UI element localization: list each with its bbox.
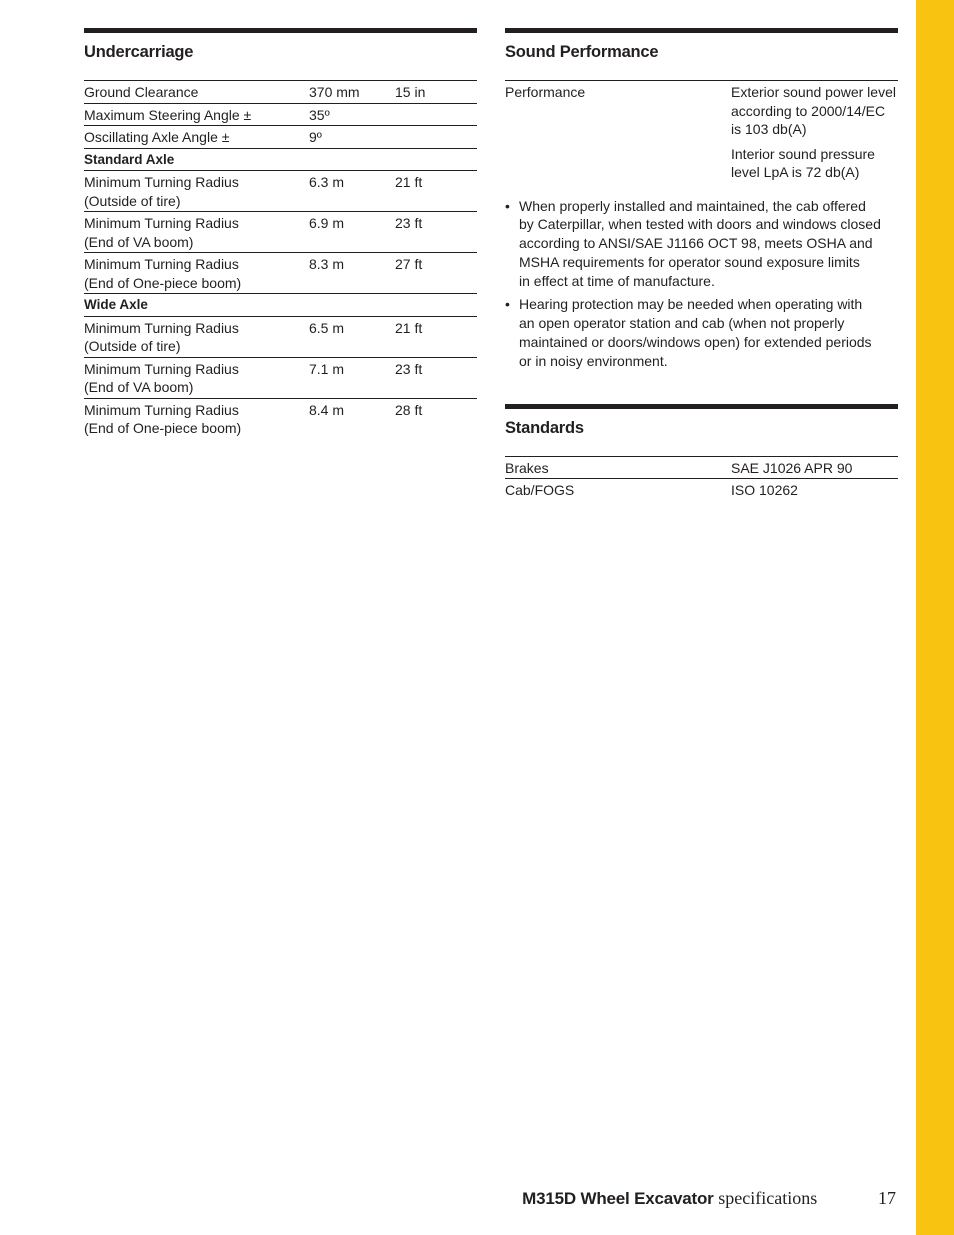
row-imperial: 28 ft [395, 401, 423, 418]
text-line: Hearing protection may be needed when operating with [519, 296, 863, 313]
text-line: according to 2000/14/EC [731, 102, 886, 119]
list-item [505, 197, 898, 291]
row-label-line: Minimum Turning Radius [84, 256, 239, 272]
page-number: 17 [878, 1188, 896, 1208]
section-rule [505, 404, 898, 409]
row-metric: 370 mm [309, 84, 360, 100]
row-imperial: 27 ft [395, 256, 423, 272]
standard-axle-heading: Standard Axle [84, 151, 175, 167]
section-rule [84, 28, 477, 33]
text-line: When properly installed and maintained, the cab offered [519, 197, 866, 214]
row-label-line: Minimum Turning Radius [84, 360, 239, 377]
row-label-line: Minimum Turning Radius [84, 401, 239, 418]
bullet-icon: • [505, 296, 510, 313]
row-imperial: 23 ft [395, 360, 423, 377]
row-imperial [395, 128, 477, 147]
table-row [505, 457, 898, 480]
text-line: an open operator station and cab (when not properly [519, 315, 845, 332]
bullet-icon: • [505, 197, 510, 214]
row-label [84, 360, 309, 397]
section-title: Sound Performance [505, 43, 659, 61]
row-label: Maximum Steering Angle ± [84, 106, 252, 123]
interior-sound-text [731, 145, 898, 182]
table-row [84, 212, 477, 253]
row-label-line: (End of VA boom) [84, 233, 194, 250]
performance-row [505, 80, 898, 188]
row-label: Brakes [505, 459, 549, 476]
row-label-line: (End of One-piece boom) [84, 420, 242, 436]
row-label-line: (End of One-piece boom) [84, 274, 242, 291]
row-label-line: (Outside of tire) [84, 192, 181, 209]
row-metric: 6.9 m [309, 215, 345, 231]
table-row [84, 104, 477, 127]
row-label-line: Minimum Turning Radius [84, 174, 239, 190]
row-metric: 6.5 m [309, 319, 345, 336]
subsection-heading [84, 294, 477, 317]
table-row [505, 479, 898, 501]
table-row [84, 399, 477, 439]
performance-values [731, 83, 898, 188]
section-title: Standards [505, 418, 584, 437]
standards-section [505, 404, 898, 501]
table-row [84, 171, 477, 212]
text-line: is 103 db(A) [731, 121, 807, 137]
text-line: according to ANSI/SAE J1166 OCT 98, meets OSHA and [519, 235, 873, 252]
row-label: Cab/FOGS [505, 482, 575, 499]
row-label: Oscillating Axle Angle ± [84, 129, 230, 145]
row-label [84, 401, 309, 438]
row-imperial: 15 in [395, 84, 426, 100]
subsection-heading [84, 149, 477, 172]
text-line: maintained or doors/windows open) for extended periods [519, 334, 872, 351]
row-label [84, 255, 309, 292]
row-label-line: Minimum Turning Radius [84, 215, 239, 231]
text-line: Exterior sound power level [731, 84, 896, 100]
text-line: in effect at time of manufacture. [519, 272, 715, 289]
sound-performance-section [505, 28, 898, 371]
row-label [84, 214, 309, 251]
text-line: or in noisy environment. [519, 352, 668, 369]
table-row [84, 81, 477, 104]
row-imperial: 23 ft [395, 215, 423, 231]
section-rule [505, 28, 898, 33]
table-row [84, 253, 477, 294]
row-label: Ground Clearance [84, 84, 199, 100]
text-line: MSHA requirements for operator sound exposure limits [519, 253, 860, 270]
footer-model-name: M315D Wheel Excavator [522, 1189, 714, 1208]
text-line: by Caterpillar, when tested with doors and windows closed [519, 216, 881, 233]
wide-axle-heading: Wide Axle [84, 297, 148, 312]
row-imperial: 21 ft [395, 174, 423, 190]
row-label [84, 173, 309, 210]
undercarriage-table [84, 80, 477, 439]
row-imperial [395, 106, 477, 125]
row-metric: 8.4 m [309, 401, 345, 418]
text-line: level LpA is 72 db(A) [731, 164, 860, 180]
text-line: Interior sound pressure [731, 145, 875, 162]
row-label-line: Minimum Turning Radius [84, 319, 239, 336]
performance-label: Performance [505, 84, 586, 100]
table-row [84, 126, 477, 149]
row-metric: 8.3 m [309, 256, 345, 272]
row-value: SAE J1026 APR 90 [731, 459, 853, 476]
section-title: Undercarriage [84, 43, 194, 61]
sound-notes-list [505, 197, 898, 371]
page-footer [522, 1187, 896, 1210]
undercarriage-section [84, 28, 477, 439]
list-item [505, 295, 898, 370]
row-label-line: (End of VA boom) [84, 379, 194, 395]
row-label-line: (Outside of tire) [84, 338, 181, 354]
row-value: ISO 10262 [731, 482, 798, 499]
standards-table [505, 456, 898, 501]
right-column [505, 28, 898, 501]
footer-suffix: specifications [718, 1188, 818, 1208]
row-metric: 9º [309, 129, 322, 145]
yellow-edge-bar [916, 0, 954, 1235]
exterior-sound-text [731, 83, 898, 139]
row-metric: 6.3 m [309, 174, 345, 190]
row-metric: 35º [309, 106, 330, 123]
row-label [84, 319, 309, 356]
table-row [84, 317, 477, 358]
row-imperial: 21 ft [395, 319, 423, 336]
row-metric: 7.1 m [309, 360, 345, 377]
table-row [84, 358, 477, 399]
